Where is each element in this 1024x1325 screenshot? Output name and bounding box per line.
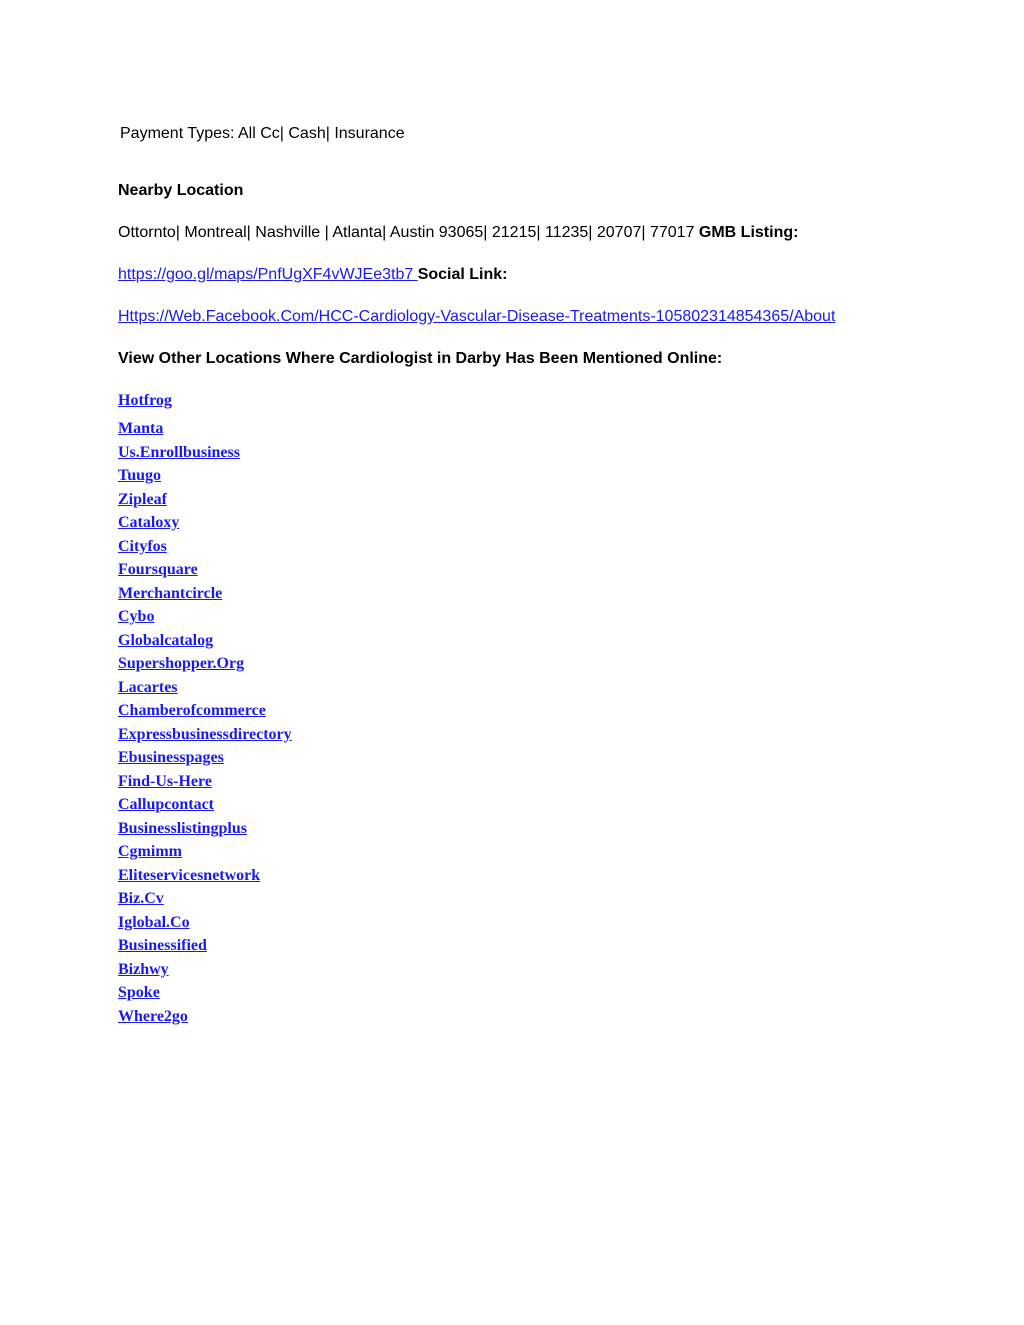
nearby-cities-text: Ottornto| Montreal| Nashville | Atlanta| Austin 93065| 21215| 11235| 20707| 77017 (118, 224, 699, 241)
mention-list-item (118, 1006, 292, 1030)
mention-link[interactable]: Spoke (118, 984, 160, 1001)
mention-list-item (118, 771, 292, 795)
mention-link[interactable]: Businesslistingplus (118, 819, 247, 837)
social-link-line (118, 307, 835, 327)
mention-list-item (118, 583, 292, 607)
mention-list-item (118, 653, 292, 677)
nearby-cities-line (118, 223, 798, 243)
mention-list-item (118, 677, 292, 701)
mention-link[interactable]: Expressbusinessdirectory (118, 725, 292, 743)
social-link-label: Social Link: (417, 266, 508, 283)
mention-list-item (118, 418, 292, 442)
mention-link[interactable]: Hotfrog (118, 392, 172, 409)
mention-list-item (118, 935, 292, 959)
mention-link[interactable]: Cybo (118, 608, 155, 625)
mention-list-item (118, 982, 292, 1006)
mention-link[interactable]: Lacartes (118, 678, 178, 696)
mention-link[interactable]: Us.Enrollbusiness (118, 443, 240, 461)
mention-list-item (118, 512, 292, 536)
mention-link[interactable]: Eliteservicesnetwork (118, 866, 261, 884)
mention-list-item (118, 888, 292, 912)
mention-link[interactable]: Cityfos (118, 537, 167, 555)
mention-link[interactable]: Where2go (118, 1007, 188, 1025)
mention-list-item (118, 700, 292, 724)
mention-link[interactable]: Businessified (118, 937, 207, 954)
gmb-listing-line (118, 265, 508, 285)
mention-list-item (118, 724, 292, 748)
mention-link[interactable]: Find-Us-Here (118, 772, 212, 790)
mention-list-item (118, 865, 292, 889)
mention-list-item (118, 912, 292, 936)
mention-list-item (118, 959, 292, 983)
gmb-listing-label: GMB Listing: (698, 224, 799, 241)
mention-link[interactable]: Supershopper.Org (118, 655, 245, 672)
mention-link[interactable]: Manta (118, 420, 164, 437)
facebook-link[interactable]: Https://Web.Facebook.Com/HCC-Cardiology-Vascular-Disease-Treatments-105802314854365/About (118, 308, 836, 325)
mention-list-item (118, 442, 292, 466)
mention-list-item (118, 841, 292, 865)
mentions-heading: View Other Locations Where Cardiologist in Darby Has Been Mentioned Online: (118, 350, 723, 367)
mention-link[interactable]: Biz.Cv (118, 890, 164, 907)
mention-list-item (118, 794, 292, 818)
mention-list-item (118, 818, 292, 842)
mention-list-item (118, 536, 292, 560)
mention-list-item (118, 489, 292, 513)
mention-link[interactable]: Tuugo (118, 467, 161, 484)
mention-link[interactable]: Bizhwy (118, 960, 169, 978)
mention-list-item (118, 630, 292, 654)
nearby-location-heading: Nearby Location (118, 182, 244, 199)
mention-link[interactable]: Ebusinesspages (118, 749, 224, 766)
mention-link[interactable]: Cgmimm (118, 843, 182, 860)
mention-list-item (118, 747, 292, 771)
mention-list-item (118, 390, 292, 418)
mention-list-item (118, 465, 292, 489)
mention-link[interactable]: Callupcontact (118, 796, 214, 813)
mention-list-item (118, 606, 292, 630)
mention-link[interactable]: Cataloxy (118, 514, 180, 531)
payment-types: Payment Types: All Cc| Cash| Insurance (120, 125, 405, 142)
mention-link[interactable]: Chamberofcommerce (118, 702, 266, 719)
mention-link[interactable]: Zipleaf (118, 490, 167, 508)
mention-link[interactable]: Merchantcircle (118, 584, 223, 602)
mention-link[interactable]: Globalcatalog (118, 631, 214, 649)
mention-list-item (118, 559, 292, 583)
mention-link[interactable]: Iglobal.Co (118, 913, 190, 931)
gmb-listing-link[interactable]: https://goo.gl/maps/PnfUgXF4vWJEe3tb7 (118, 266, 418, 283)
mention-link[interactable]: Foursquare (118, 561, 198, 578)
mention-links-list (118, 390, 292, 1029)
